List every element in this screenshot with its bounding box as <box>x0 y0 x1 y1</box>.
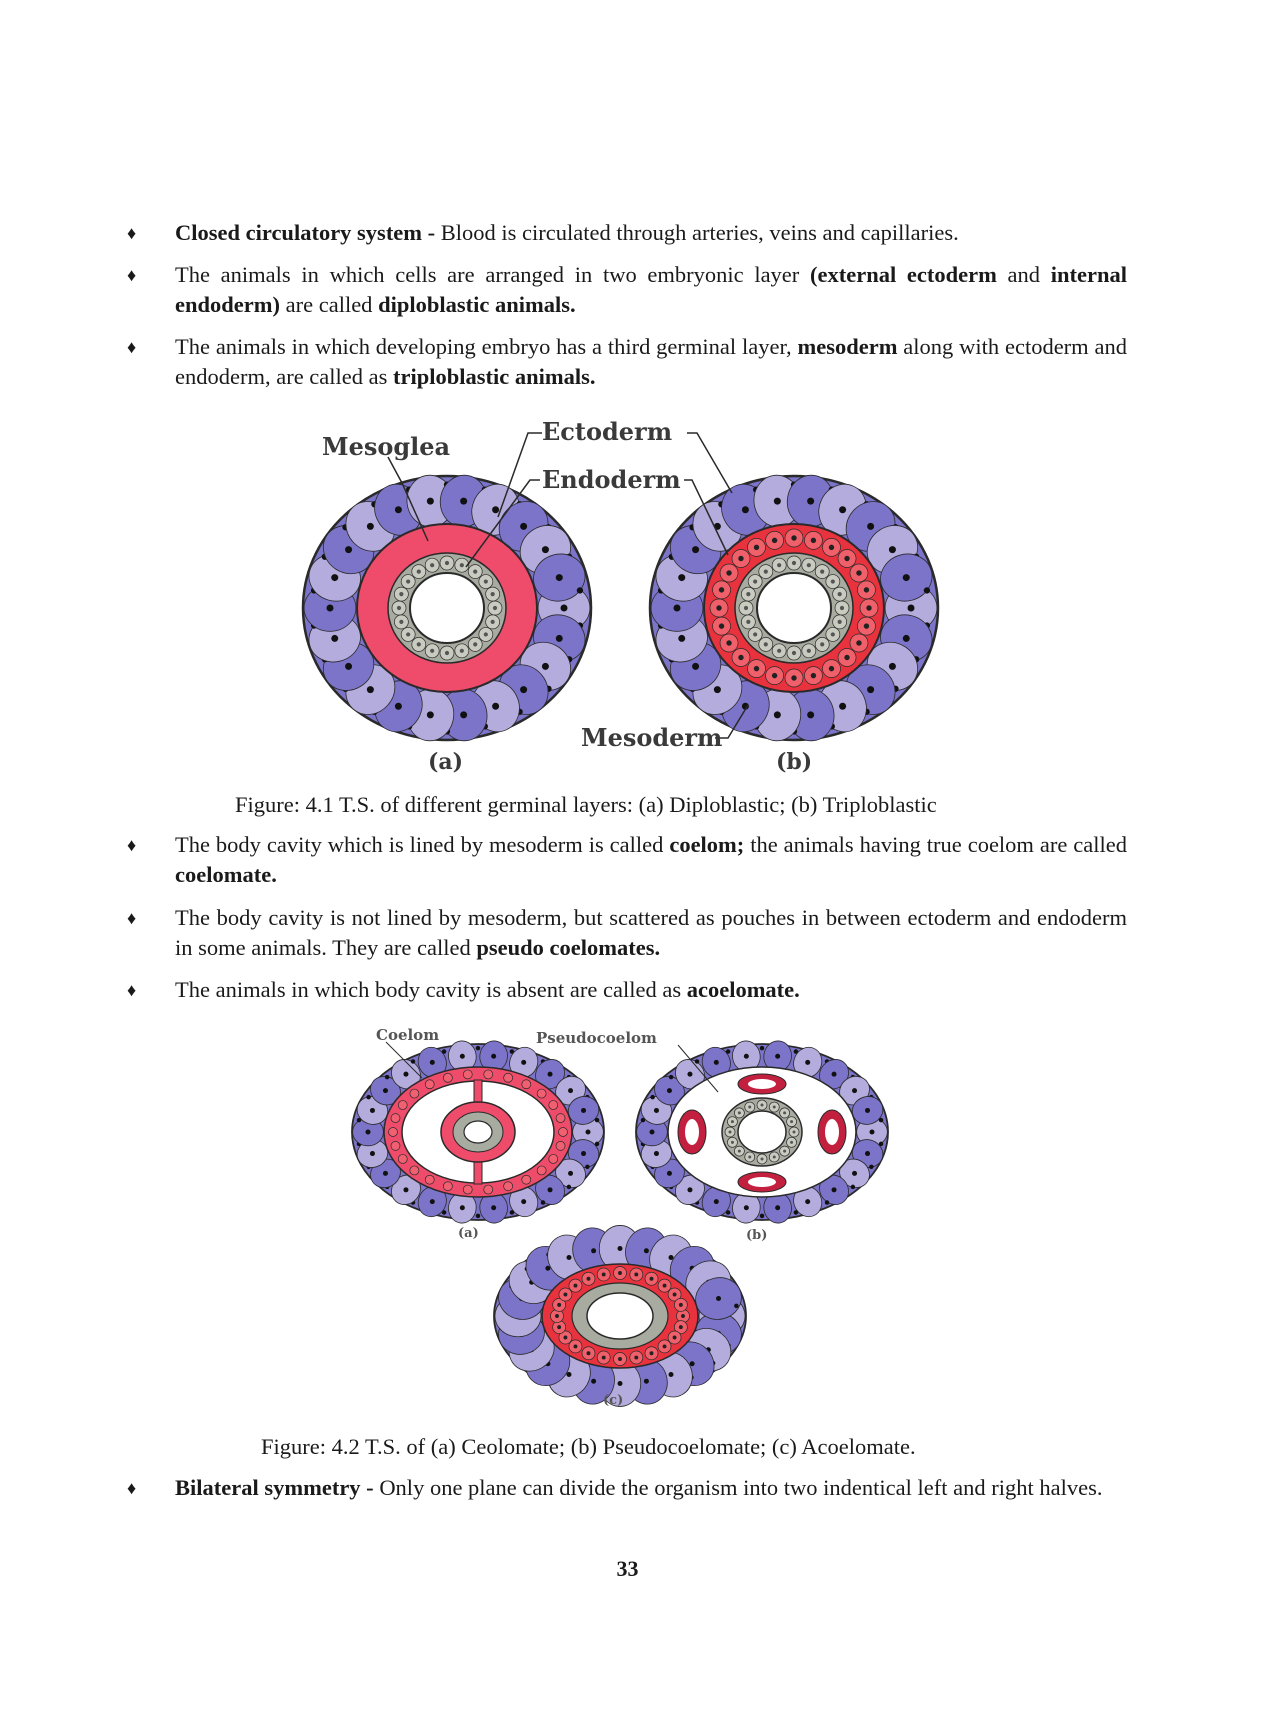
label-b: (b) <box>776 749 813 775</box>
diamond-bullet-icon: ♦ <box>127 223 137 243</box>
plain-text: The animals in which cells are arranged in two embryonic layer <box>175 262 810 287</box>
triploblastic-diagram <box>650 472 938 744</box>
diamond-bullet-icon: ♦ <box>127 908 137 928</box>
label-a: (a) <box>428 749 464 775</box>
coelomate-diagram <box>352 1039 604 1225</box>
label-a: (a) <box>458 1226 479 1241</box>
diamond-bullet-icon: ♦ <box>127 835 137 855</box>
plain-text: are called <box>280 292 379 317</box>
bold-term: (external ectoderm <box>810 262 997 287</box>
page-number: 33 <box>616 1556 639 1581</box>
label-b: (b) <box>746 1228 768 1243</box>
label-coelom: Coelom <box>376 1026 440 1044</box>
bold-term: coelomate. <box>175 862 277 887</box>
bold-term: pseudo coelomates. <box>476 935 661 960</box>
bold-term: coelom; <box>669 832 745 857</box>
plain-text: the animals having true coelom are called <box>744 832 1127 857</box>
plain-text: along with ectoderm and endoderm, are called as <box>175 334 1127 389</box>
plain-text: Blood is circulated through arteries, veins and capillaries. <box>440 220 959 245</box>
bold-term: diploblastic animals. <box>378 292 576 317</box>
bullet-text <box>175 975 1127 1005</box>
diamond-bullet-icon: ♦ <box>127 337 137 357</box>
label-ectoderm: Ectoderm <box>542 417 673 446</box>
bullet-text <box>175 903 1127 963</box>
diamond-bullet-icon: ♦ <box>127 265 137 285</box>
bullet-text <box>175 830 1127 890</box>
bullet-text <box>175 1473 1127 1503</box>
label-mesoglea: Mesoglea <box>322 432 451 461</box>
label-pseudocoelom: Pseudocoelom <box>536 1029 657 1047</box>
bold-term: Bilateral symmetry - <box>175 1475 380 1500</box>
bold-term: mesoderm <box>797 334 898 359</box>
plain-text: The body cavity is not lined by mesoderm, but scattered as pouches in between ectoderm and endoderm in some animals. They are called <box>175 905 1127 960</box>
figure-caption: Figure: 4.2 T.S. of (a) Ceolomate; (b) Pseudocoelomate; (c) Acoelomate. <box>261 1434 916 1459</box>
label-mesoderm: Mesoderm <box>581 723 723 752</box>
bullet-text <box>175 260 1127 320</box>
plain-text: Only one plane can divide the organism into two indentical left and right halves. <box>379 1475 1103 1500</box>
plain-text: and <box>996 262 1051 287</box>
acoelomate-diagram <box>494 1223 746 1407</box>
plain-text: The animals in which developing embryo has a third germinal layer, <box>175 334 798 359</box>
bold-term: triploblastic animals. <box>393 364 596 389</box>
diamond-bullet-icon: ♦ <box>127 1478 137 1498</box>
bold-term: internal endoderm) <box>175 262 1127 317</box>
bullet-text <box>175 332 1127 392</box>
diploblastic-diagram <box>303 472 591 744</box>
bold-term: acoelomate. <box>686 977 800 1002</box>
plain-text: The body cavity which is lined by mesoderm is called <box>175 832 670 857</box>
plain-text: The animals in which body cavity is absent are called as <box>175 977 687 1002</box>
bullet-text <box>175 218 1127 248</box>
pseudocoelomate-diagram <box>636 1039 888 1225</box>
label-endoderm: Endoderm <box>542 465 681 494</box>
figure-germinal-layers <box>280 405 960 775</box>
figure-caption: Figure: 4.1 T.S. of different germinal layers: (a) Diploblastic; (b) Triploblastic <box>235 792 937 817</box>
figure-body-cavities <box>340 1022 900 1407</box>
diamond-bullet-icon: ♦ <box>127 980 137 1000</box>
label-c: (c) <box>603 1393 624 1407</box>
bold-term: Closed circulatory system - <box>175 220 441 245</box>
